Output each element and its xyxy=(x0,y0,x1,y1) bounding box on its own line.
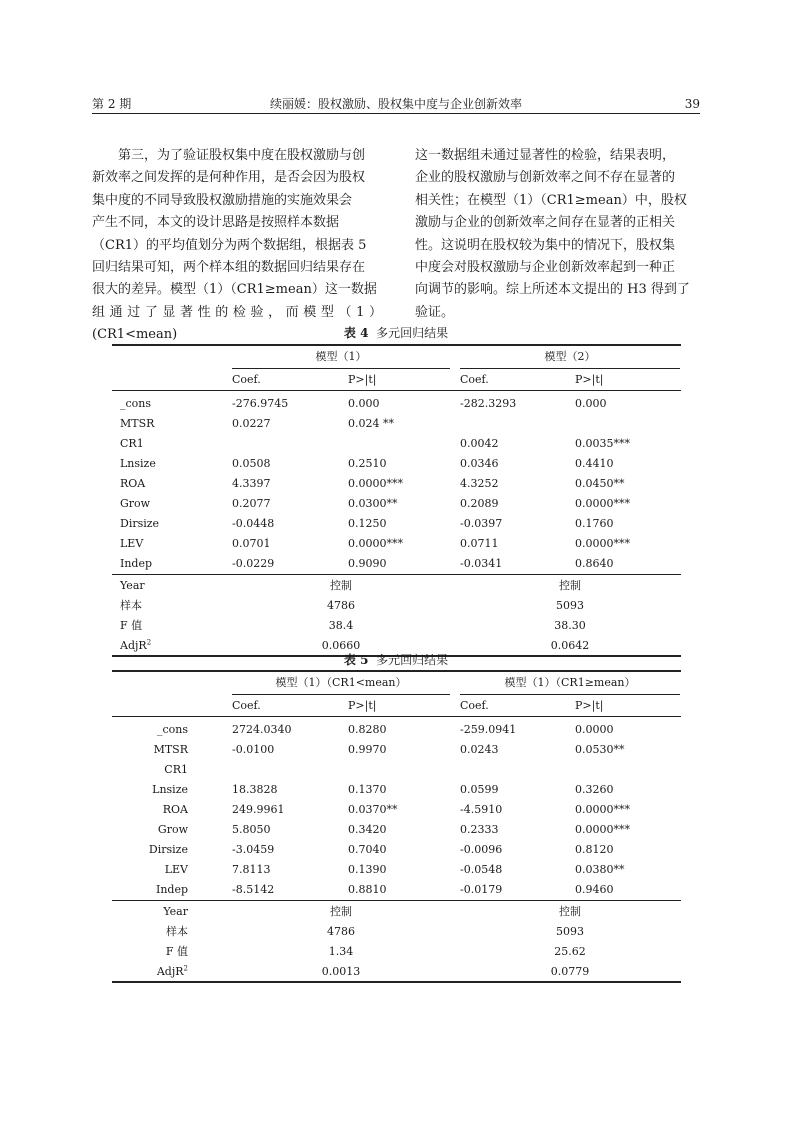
table-cell: 0.0000*** xyxy=(575,537,630,550)
body-text-line: 集中度的不同导致股权激励措施的实施效果会 xyxy=(92,192,353,208)
body-column-left xyxy=(92,145,382,347)
row-label: LEV xyxy=(164,863,188,876)
table-cell: 0.0227 xyxy=(232,417,271,430)
table-cell: 0.1390 xyxy=(348,863,387,876)
row-label: ROA xyxy=(120,477,146,490)
column-header: Coef. xyxy=(232,373,261,386)
body-text-line: 很大的差异。模型（1）（CR1≥mean）这一数据 xyxy=(92,282,377,298)
table-cell: 0.0380** xyxy=(575,863,625,876)
column-header: P>|t| xyxy=(575,373,604,386)
body-text-line: 企业的股权激励与创新效率之间不存在显著的 xyxy=(415,170,676,186)
table-cell: 0.9090 xyxy=(348,557,387,570)
table4-caption: 多元回归结果 xyxy=(376,326,449,340)
table-cell: 0.0000*** xyxy=(348,537,403,550)
table-cell: 0.0599 xyxy=(460,783,499,796)
body-text-line: 回归结果可知，两个样本组的数据回归结果存在 xyxy=(92,260,366,276)
footer-label-text: AdjR xyxy=(120,639,147,652)
row-label: _cons xyxy=(120,397,152,410)
body-text-line: 这一数据组未通过显著性的检验，结果表明， xyxy=(415,148,676,163)
footer-label xyxy=(120,639,151,653)
table-top-rule xyxy=(112,670,681,672)
body-text-line: 中度会对股权激励与企业创新效率起到一种正 xyxy=(415,260,676,276)
row-label: Grow xyxy=(120,497,151,510)
row-label: CR1 xyxy=(120,437,144,450)
table-cell: -0.0096 xyxy=(460,843,503,856)
row-label: Dirsize xyxy=(148,843,188,856)
footer-rule xyxy=(112,900,681,901)
footer-value: 控制 xyxy=(559,579,581,592)
table-cell: -0.0548 xyxy=(460,863,503,876)
table-cell: 0.024 ** xyxy=(348,417,394,430)
table-cell: 0.2333 xyxy=(460,823,499,836)
table-cell: 0.0508 xyxy=(232,457,271,470)
body-text-line: 相关性；在模型（1）（CR1≥mean）中，股权 xyxy=(415,192,687,208)
table-cell: 0.0370** xyxy=(348,803,398,816)
column-header: Coef. xyxy=(232,699,261,712)
footer-label-text: AdjR xyxy=(156,965,184,978)
row-label: ROA xyxy=(162,803,188,816)
table-cell: -0.0397 xyxy=(460,517,503,530)
footer-label: F 值 xyxy=(165,945,188,958)
footer-rule xyxy=(112,574,681,575)
footer-value: 4786 xyxy=(327,925,355,938)
row-label: Indep xyxy=(155,883,188,896)
issue-number: 第 2 期 xyxy=(92,97,132,111)
footer-value: 5093 xyxy=(556,925,584,938)
table-cell: 0.0000*** xyxy=(348,477,403,490)
table-cell: 0.1250 xyxy=(348,517,387,530)
table-cell: 0.0000 xyxy=(575,723,614,736)
footer-value: 0.0013 xyxy=(321,965,361,978)
column-header: P>|t| xyxy=(348,373,377,386)
column-header: Coef. xyxy=(460,373,489,386)
table-cell: 0.0701 xyxy=(232,537,271,550)
footer-label: Year xyxy=(120,579,145,592)
table-cell: 4.3252 xyxy=(460,477,499,490)
table4-title xyxy=(92,325,700,341)
footer-value: 0.0779 xyxy=(550,965,590,978)
body-text-line: 性。这说明在股权较为集中的情况下，股权集 xyxy=(415,237,676,253)
table-cell: 0.0000*** xyxy=(575,803,630,816)
body-text-line: 激励与企业的创新效率之间存在显著的正相关 xyxy=(415,215,676,231)
page-number: 39 xyxy=(684,97,700,111)
footer-value: 1.34 xyxy=(328,945,354,958)
table-cell: -3.0459 xyxy=(232,843,275,856)
group-header-2: 模型（1）（CR1≥mean） xyxy=(504,676,636,689)
footer-label xyxy=(112,965,188,979)
superscript: 2 xyxy=(183,964,188,973)
table-cell: 0.0530** xyxy=(575,743,625,756)
row-label: Lnsize xyxy=(152,783,188,796)
table-cell: 0.8120 xyxy=(575,843,614,856)
row-label: Dirsize xyxy=(120,517,160,530)
table-cell: 0.0000*** xyxy=(575,823,630,836)
footer-value: 4786 xyxy=(327,599,355,612)
footer-value: 控制 xyxy=(559,905,581,918)
table-cell: -4.5910 xyxy=(460,803,503,816)
table-cell: -0.0229 xyxy=(232,557,275,570)
table-cell: -282.3293 xyxy=(460,397,517,410)
table-cell: 0.9460 xyxy=(575,883,614,896)
footer-label: 样本 xyxy=(166,925,188,938)
table-cell: 0.0711 xyxy=(460,537,499,550)
footer-value: 38.30 xyxy=(554,619,586,632)
footer-label: Year xyxy=(163,905,188,918)
group-underline-1 xyxy=(232,368,450,369)
footer-label: F 值 xyxy=(120,619,143,632)
table-cell: 0.0300** xyxy=(348,497,398,510)
row-label: Grow xyxy=(157,823,188,836)
table5-label: 表 5 xyxy=(343,653,369,667)
footer-value: 25.62 xyxy=(554,945,586,958)
table-cell: 0.9970 xyxy=(348,743,387,756)
table-cell: 0.8640 xyxy=(575,557,614,570)
table-cell: 249.9961 xyxy=(232,803,285,816)
row-label: _cons xyxy=(156,723,188,736)
table-cell: 4.3397 xyxy=(232,477,271,490)
table-cell: -8.5142 xyxy=(232,883,275,896)
group-underline-1 xyxy=(232,694,450,695)
row-label: LEV xyxy=(120,537,144,550)
table-cell: 7.8113 xyxy=(232,863,271,876)
footer-value: 控制 xyxy=(330,579,352,592)
table-cell: 0.1370 xyxy=(348,783,387,796)
column-header: P>|t| xyxy=(348,699,377,712)
footer-value: 0.0660 xyxy=(321,639,361,652)
table-cell: 0.0243 xyxy=(460,743,499,756)
body-text-line: 组通过了显著性的检验，而模型（1）(CR1<mean) xyxy=(92,304,382,343)
table-cell: 0.2089 xyxy=(460,497,499,510)
table-cell: -276.9745 xyxy=(232,397,289,410)
table-cell: -0.0341 xyxy=(460,557,503,570)
table-cell: 2724.0340 xyxy=(232,723,292,736)
table-cell: 0.0042 xyxy=(460,437,499,450)
table5-caption: 多元回归结果 xyxy=(376,653,449,667)
table-cell: 0.0000*** xyxy=(575,497,630,510)
table-cell: 0.7040 xyxy=(348,843,387,856)
row-label: Indep xyxy=(120,557,153,570)
table-cell: 0.2510 xyxy=(348,457,387,470)
group-header-1: 模型（1）（CR1<mean） xyxy=(275,676,407,689)
row-label: MTSR xyxy=(120,417,155,430)
body-text-line: 新效率之间发挥的是何种作用，是否会因为股权 xyxy=(92,170,366,186)
body-text-line: 第三，为了验证股权集中度在股权激励与创 xyxy=(92,148,366,163)
body-column-right xyxy=(415,145,700,324)
body-text-line: （CR1）的平均值划分为两个数据组，根据表 5 xyxy=(92,237,367,253)
table-cell: -0.0179 xyxy=(460,883,503,896)
group-underline-2 xyxy=(460,368,680,369)
table-cell: 0.8280 xyxy=(348,723,387,736)
table-cell: 0.000 xyxy=(575,397,607,410)
footer-value: 38.4 xyxy=(328,619,354,632)
table-cell: -0.0448 xyxy=(232,517,275,530)
table-cell: 0.000 xyxy=(348,397,380,410)
header-rule xyxy=(112,390,681,391)
table-cell: 0.0450** xyxy=(575,477,625,490)
table-cell: 0.3260 xyxy=(575,783,614,796)
superscript: 2 xyxy=(146,638,152,647)
running-header xyxy=(92,95,700,114)
footer-value: 5093 xyxy=(556,599,584,612)
column-header: Coef. xyxy=(460,699,489,712)
table-cell: 5.8050 xyxy=(232,823,271,836)
table-top-rule xyxy=(112,344,681,346)
header-rule xyxy=(112,716,681,717)
group-header-2: 模型（2） xyxy=(544,350,596,363)
body-text-line: 验证。 xyxy=(415,304,455,320)
table4-label: 表 4 xyxy=(343,326,369,340)
table-cell: 0.0035*** xyxy=(575,437,630,450)
row-label: CR1 xyxy=(164,763,188,776)
table-cell: -259.0941 xyxy=(460,723,517,736)
table-cell: 0.4410 xyxy=(575,457,614,470)
table-cell: 0.1760 xyxy=(575,517,614,530)
row-label: MTSR xyxy=(153,743,188,756)
footer-value: 0.0642 xyxy=(550,639,590,652)
table-bottom-rule xyxy=(112,981,681,983)
table-cell: 18.3828 xyxy=(232,783,278,796)
table-cell: 0.8810 xyxy=(348,883,387,896)
group-underline-2 xyxy=(460,694,680,695)
body-text-line: 向调节的影响。综上所述本文提出的 H3 得到了 xyxy=(415,282,690,298)
article-title: 续丽媛：股权激励、股权集中度与企业创新效率 xyxy=(269,97,522,111)
body-text-line: 产生不同，本文的设计思路是按照样本数据 xyxy=(92,215,340,231)
group-header-1: 模型（1） xyxy=(315,350,367,363)
table-cell: 0.3420 xyxy=(348,823,387,836)
table-cell: 0.2077 xyxy=(232,497,271,510)
column-header: P>|t| xyxy=(575,699,604,712)
table-cell: 0.0346 xyxy=(460,457,499,470)
footer-value: 控制 xyxy=(330,905,352,918)
table-cell: -0.0100 xyxy=(232,743,275,756)
footer-label: 样本 xyxy=(120,599,142,612)
row-label: Lnsize xyxy=(120,457,156,470)
table5-title xyxy=(92,652,700,668)
